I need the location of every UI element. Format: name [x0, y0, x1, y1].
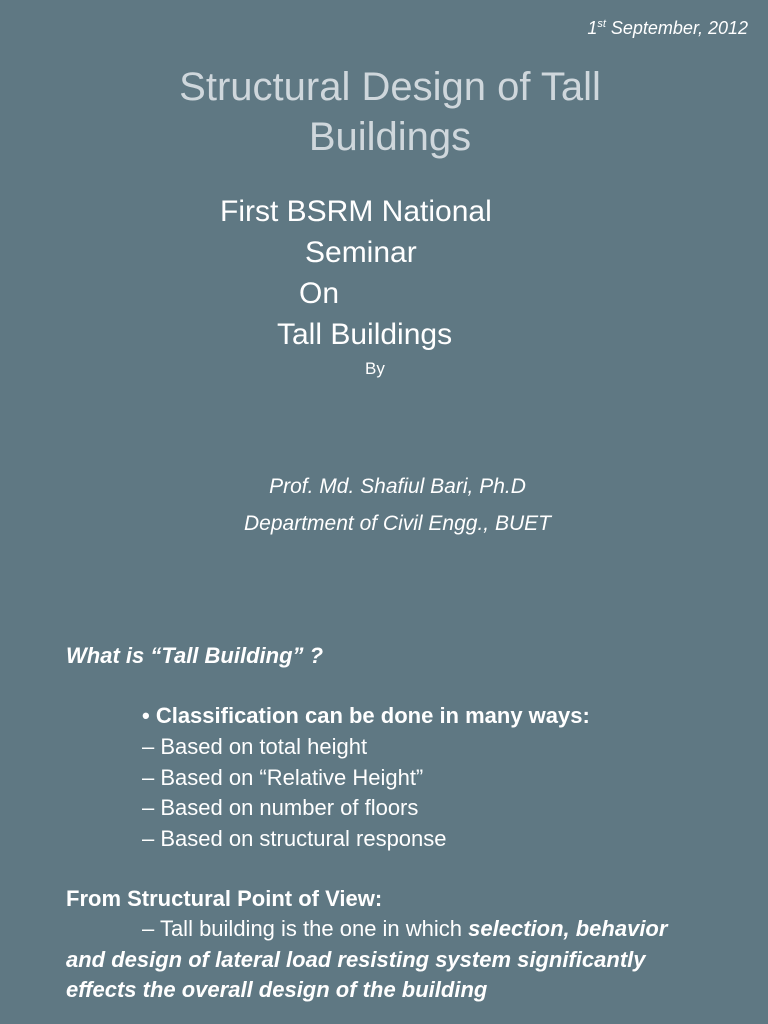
author-block [0, 468, 768, 542]
seminar-line-3: On [299, 277, 340, 310]
list-item: – Based on number of floors [142, 795, 419, 820]
list-item: – Based on total height [142, 734, 368, 759]
author-department: Department of Civil Engg., BUET [244, 512, 551, 535]
title-line-2: Buildings [308, 115, 472, 159]
date-suffix: st [597, 18, 606, 30]
title-line-1: Structural Design of Tall [179, 65, 601, 109]
date-day: 1 [587, 18, 598, 38]
seminar-line-2: Seminar [305, 236, 417, 269]
date-rest: September, 2012 [605, 18, 748, 38]
seminar-line-4: Tall Buildings [277, 318, 453, 351]
definition-emphasis-3: effects the overall design of the building [66, 977, 488, 1002]
author-name: Prof. Md. Shafiul Bari, Ph.D [269, 475, 526, 498]
question-heading: What is “Tall Building” ? [66, 643, 324, 668]
structural-view-heading: From Structural Point of View: [66, 886, 383, 911]
definition-intro: – Tall building is the one in which [142, 916, 469, 941]
seminar-line-1: First BSRM National [220, 195, 492, 228]
by-label: By [365, 359, 385, 378]
structural-view-definition [66, 914, 766, 1006]
definition-line-1 [66, 914, 766, 945]
classification-list [142, 732, 447, 854]
classification-heading: • Classification can be done in many ways: [142, 703, 590, 728]
page-title [0, 62, 768, 162]
list-item: – Based on structural response [142, 825, 447, 851]
definition-emphasis-2: and design of lateral load resisting system significantly [66, 946, 646, 972]
list-item: – Based on “Relative Height” [142, 764, 424, 790]
definition-emphasis-1: selection, behavior [468, 916, 668, 941]
date-label [587, 18, 748, 39]
